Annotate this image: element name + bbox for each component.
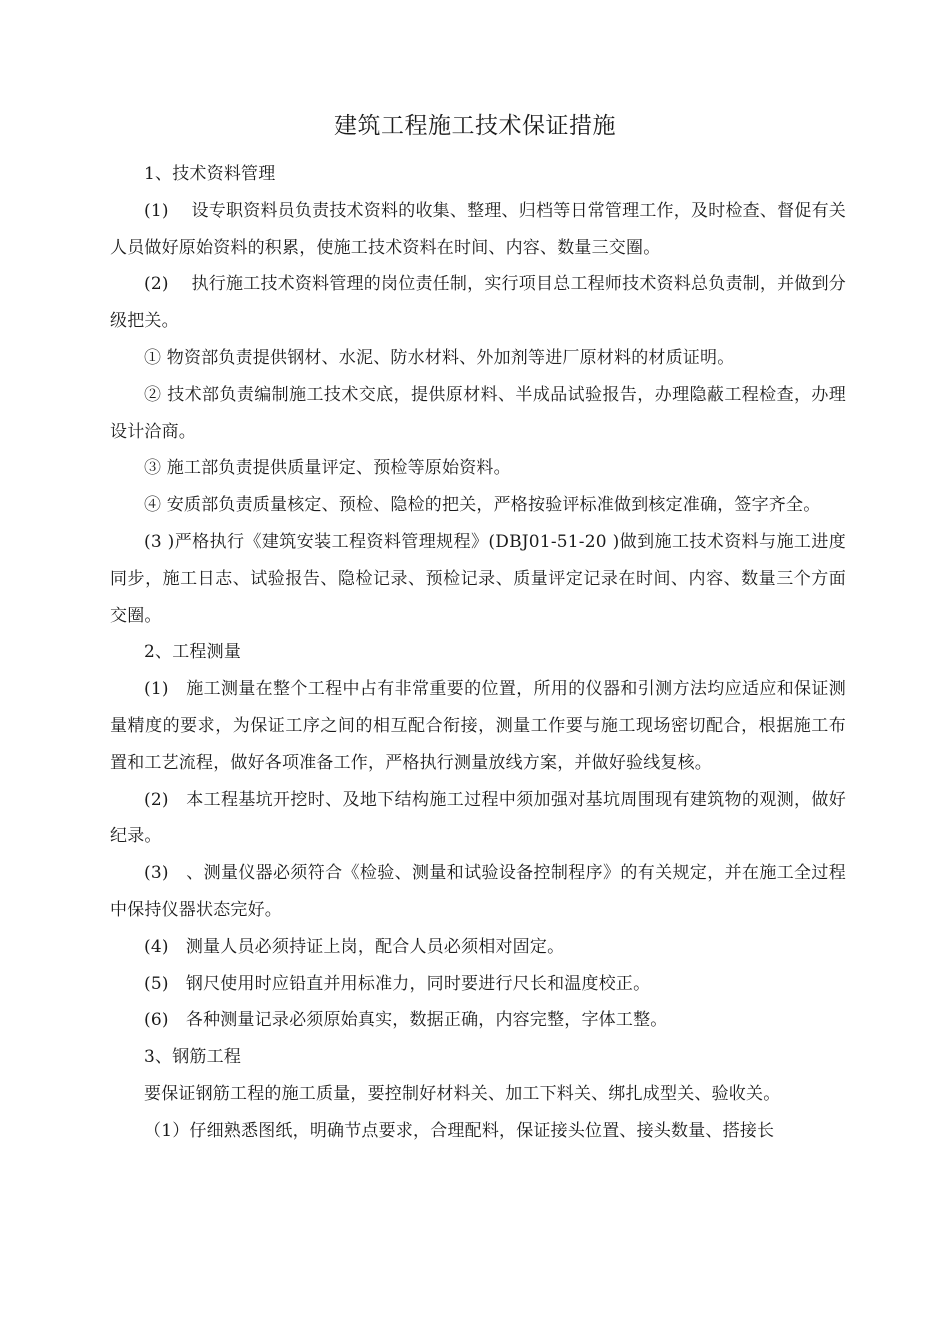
paragraph: (3) 、测量仪器必须符合《检验、测量和试验设备控制程序》的有关规定，并在施工全过程中保持仪器状态完好。 xyxy=(110,863,846,920)
paragraph: 要保证钢筋工程的施工质量，要控制好材料关、加工下料关、绑扎成型关、验收关。 xyxy=(144,1083,781,1104)
paragraph: (1) 设专职资料员负责技术资料的收集、整理、归档等日常管理工作，及时检查、督促有关人员做好原始资料的积累，使施工技术资料在时间、内容、数量三交圈。 xyxy=(110,200,846,258)
paragraph: (5) 钢尺使用时应铅直并用标准力，同时要进行尺长和温度校正。 xyxy=(144,973,651,994)
document-body xyxy=(110,156,846,1150)
paragraph: ① 物资部负责提供钢材、水泥、防水材料、外加剂等进厂原材料的材质证明。 xyxy=(144,347,735,368)
paragraph: ④ 安质部负责质量核定、预检、隐检的把关，严格按验评标准做到核定准确，签字齐全。 xyxy=(144,495,821,516)
section-heading-1: 1、技术资料管理 xyxy=(144,164,276,184)
paragraph: （1）仔细熟悉图纸，明确节点要求，合理配料，保证接头位置、接头数量、搭接长 xyxy=(144,1120,775,1141)
paragraph: (2) 执行施工技术资料管理的岗位责任制，实行项目总工程师技术资料总负责制，并做到分级把关。 xyxy=(110,274,846,332)
document-title: 建筑工程施工技术保证措施 xyxy=(334,113,616,139)
paragraph: (1) 施工测量在整个工程中占有非常重要的位置，所用的仪器和引测方法均应适应和保证测量精度的要求，为保证工序之间的相互配合衔接，测量工作要与施工现场密切配合，根据施工布置和工艺流程，做好各项准备工作，严格执行测量放线方案，并做好验线复核。 xyxy=(110,679,846,773)
section-heading-2: 2、工程测量 xyxy=(144,642,242,663)
paragraph: ② 技术部负责编制施工技术交底，提供原材料、半成品试验报告，办理隐蔽工程检查，办理设计洽商。 xyxy=(110,384,846,442)
paragraph: (6) 各种测量记录必须原始真实，数据正确，内容完整，字体工整。 xyxy=(144,1010,668,1031)
paragraph: (3 )严格执行《建筑安装工程资料管理规程》(DBJ01-51-20 )做到施工技术资料与施工进度同步，施工日志、试验报告、隐检记录、预检记录、质量评定记录在时间、内容、数量三个方面交圈。 xyxy=(110,531,846,626)
paragraph: (2) 本工程基坑开挖时、及地下结构施工过程中须加强对基坑周围现有建筑物的观测，做好纪录。 xyxy=(110,789,846,847)
paragraph: (4) 测量人员必须持证上岗，配合人员必须相对固定。 xyxy=(144,936,565,957)
section-heading-3: 3、钢筋工程 xyxy=(144,1047,242,1068)
paragraph: ③ 施工部负责提供质量评定、预检等原始资料。 xyxy=(144,458,511,479)
